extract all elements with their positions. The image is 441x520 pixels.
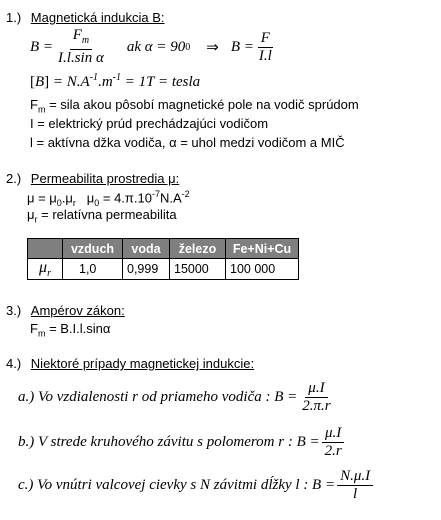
section-title: Ampérov zákon: <box>30 303 125 318</box>
case-b <box>18 420 347 464</box>
numerator: μ.I <box>322 426 344 443</box>
unit-formula: $[B] = N.A^{-1}.m^{-1} = 1T$ = tesla <box>30 72 201 90</box>
case-a <box>18 375 336 419</box>
exponent: -1 <box>112 72 121 83</box>
section-title: Niektoré prípady magnetickej indukcie: <box>30 356 255 371</box>
table-cell: 0,999 <box>123 259 170 280</box>
section-4-heading <box>6 356 254 371</box>
unit-tail: = 1T = tesla <box>124 74 201 90</box>
formula-part: N.A <box>159 190 182 206</box>
section-3-heading <box>6 303 125 318</box>
section-2-heading <box>6 171 179 186</box>
denominator: 2.r <box>324 442 342 459</box>
symbol-sub: m <box>37 328 46 339</box>
case-text: b.) V strede kruhového závitu s polomerom r : B = <box>18 433 320 450</box>
section-number: 2.) <box>6 171 22 186</box>
section-number: 4.) <box>6 356 22 371</box>
exponent: -1 <box>89 72 99 83</box>
symbol: μ <box>39 259 48 276</box>
table-header: železo <box>170 239 226 259</box>
fraction <box>337 469 373 502</box>
formula-part: μ <box>75 190 95 206</box>
table-cell: 1,0 <box>63 259 123 280</box>
table-header-row <box>28 239 299 259</box>
table-row <box>28 259 299 280</box>
implies-arrow: ⇒ <box>206 39 219 56</box>
definition-text: = sila akou pôsobí magnetické pole na vodič sprúdom <box>45 97 359 112</box>
unit-mid: .m <box>98 74 113 90</box>
numerator: N.μ.I <box>337 469 373 486</box>
sub: 0 <box>56 197 62 208</box>
formula-part: μ = μ <box>27 190 57 206</box>
sub: r <box>72 197 76 208</box>
table-header: voda <box>123 239 170 259</box>
symbol: F <box>30 97 38 112</box>
section-number: 3.) <box>6 303 22 318</box>
case-c <box>18 463 375 507</box>
symbol: μ <box>27 207 35 222</box>
formula-text: = B.I.l.sinα <box>45 321 111 336</box>
sup: -7 <box>151 189 160 199</box>
table-header: vzduch <box>63 239 123 259</box>
section-1-heading <box>6 10 164 25</box>
unit-symbol: B <box>35 74 45 90</box>
permeability-formula <box>27 189 190 208</box>
section-title: Permeabilita prostredia μ: <box>30 171 180 186</box>
definition-text: = relatívna permeabilita <box>37 207 177 222</box>
ampere-formula <box>30 321 110 339</box>
unit-rest: = N.A <box>52 74 90 90</box>
table-corner <box>28 239 63 259</box>
fraction <box>299 381 333 414</box>
symbol-sub: r <box>47 268 51 280</box>
formula-lhs: B = <box>30 38 54 55</box>
condition: ak α = 90 <box>126 38 186 55</box>
section-title: Magnetická indukcia B: <box>30 10 165 25</box>
section-number: 1.) <box>6 10 22 25</box>
fraction <box>55 28 107 66</box>
numerator: F <box>72 27 82 43</box>
formula-part: = 4.π.10 <box>99 190 152 206</box>
sub: 0 <box>94 197 100 208</box>
denominator: 2.π.r <box>302 397 331 414</box>
definition-current: I = elektrický prúd prechádzajúci vodičom <box>30 116 269 131</box>
formula-rhs: B = <box>230 38 254 55</box>
symbol-sub: r <box>34 214 38 225</box>
permeability-table <box>27 238 299 280</box>
relative-permeability-line <box>27 207 177 225</box>
definition-length: l = aktívna džka vodiča, α = uhol medzi vodičom a MIČ <box>30 135 345 150</box>
case-text: c.) Vo vnútri valcovej cievky s N závitmi dĺžky l : B = <box>18 476 336 493</box>
denominator-right: I.l <box>258 47 272 64</box>
numerator: μ.I <box>305 381 327 398</box>
numerator-right: F <box>258 31 273 48</box>
formula-part: .μ <box>61 190 73 206</box>
fraction-right <box>256 31 275 64</box>
row-symbol <box>28 259 63 280</box>
table-cell: 15000 <box>170 259 226 280</box>
symbol-sub: m <box>37 104 46 115</box>
fraction <box>322 426 345 459</box>
denominator: I.l.sin α <box>58 50 104 66</box>
case-text: a.) Vo vzdialenosti r od priameho vodiča : B = <box>18 388 298 405</box>
sup: -2 <box>181 189 190 199</box>
induction-formula <box>30 27 277 67</box>
degree: 0 <box>185 41 191 53</box>
definition-force <box>30 97 359 115</box>
table-header: Fe+Ni+Cu <box>226 239 299 259</box>
symbol: F <box>30 321 38 336</box>
numerator-sub: m <box>81 35 90 46</box>
denominator: l <box>353 485 358 502</box>
table-cell: 100 000 <box>226 259 299 280</box>
